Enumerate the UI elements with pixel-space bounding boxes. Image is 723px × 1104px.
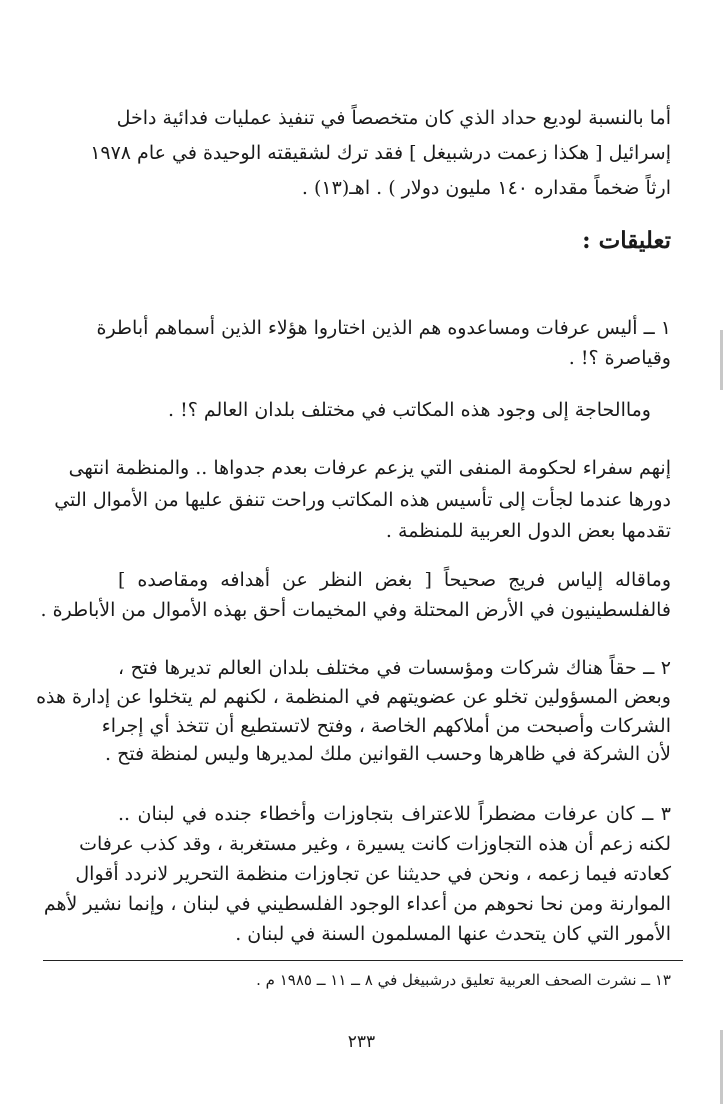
comment-2-line-3: الشركات وأصبحت من أملاكهم الخاصة ، وفتح لاتستطيع أن تتخذ أي إجراء: [101, 715, 671, 737]
comments-heading: تعليقات :: [582, 227, 671, 254]
comment-3-line-5: الأمور التي كان يتحدث عنها المسلمون السنة في لبنان .: [235, 923, 671, 945]
comment-1c-line-3: تقدمها بعض الدول العربية للمنظمة .: [385, 520, 671, 542]
footnote-13: ١٣ ــ نشرت الصحف العربية تعليق درشبيغل في ٨ ــ ١١ ــ ١٩٨٥ م .: [256, 971, 671, 989]
intro-line-3: ارثاً ضخماً مقداره ١٤٠ مليون دولار ) . اهـ(١٣) .: [301, 177, 671, 199]
comment-2-line-2: وبعض المسؤولين تخلو عن عضويتهم في المنظمة ، لكنهم لم يتخلوا عن إدارة هذه: [36, 686, 671, 708]
intro-line-1: أما بالنسبة لوديع حداد الذي كان متخصصاً في تنفيذ عمليات فدائية داخل: [116, 107, 671, 129]
comment-1c-line-1: إنهم سفراء لحكومة المنفى التي يزعم عرفات بعدم جدواها .. والمنظمة انتهى: [68, 457, 671, 479]
page-number: ٢٣٣: [347, 1032, 376, 1052]
comment-1-line-2: وقياصرة ؟! .: [568, 347, 671, 369]
comment-3-line-2: لكنه زعم أن هذه التجاوزات كانت يسيرة ، وغير مستغربة ، وقد كذب عرفات: [79, 833, 671, 855]
comment-1c-line-2: دورها عندما لجأت إلى تأسيس هذه المكاتب وراحت تنفق عليها من الأموال التي: [54, 489, 671, 511]
comment-1-line-1: ١ ــ أليس عرفات ومساعدوه هم الذين اختاروا هؤلاء الذين أسماهم أباطرة: [96, 317, 671, 339]
comment-3-line-3: كعادته فيما زعمه ، ونحن في حديثنا عن تجاوزات منظمة التحرير لانردد أقوال: [75, 863, 671, 885]
comment-3-line-4: الموارنة ومن نحا نحوهم من أعداء الوجود الفلسطيني في لبنان ، وإنما نشير لأهم: [43, 893, 671, 915]
comment-2-line-4: لأن الشركة في ظاهرها وحسب القوانين ملك لمديرها وليس لمنظة فتح .: [104, 743, 671, 765]
comment-1b-line-1: وماالحاجة إلى وجود هذه المكاتب في مختلف بلدان العالم ؟! .: [168, 399, 651, 421]
footnote-divider: [43, 960, 683, 961]
comment-1d-line-2: فالفلسطينيون في الأرض المحتلة وفي المخيمات أحق بهذه الأموال من الأباطرة .: [40, 599, 671, 621]
comment-1d-line-1: وماقاله إلياس فريج صحيحاً [ بغض النظر عن أهدافه ومقاصده ]: [118, 569, 671, 591]
comment-3-line-1: ٣ ــ كان عرفات مضطراً للاعتراف بتجاوزات وأخطاء جنده في لبنان ..: [118, 803, 671, 825]
intro-line-2: إسرائيل [ هكذا زعمت درشبيغل ] فقد ترك لشقيقته الوحيدة في عام ١٩٧٨: [90, 142, 671, 164]
comment-2-line-1: ٢ ــ حقاً هناك شركات ومؤسسات في مختلف بلدان العالم تديرها فتح ،: [118, 657, 671, 679]
